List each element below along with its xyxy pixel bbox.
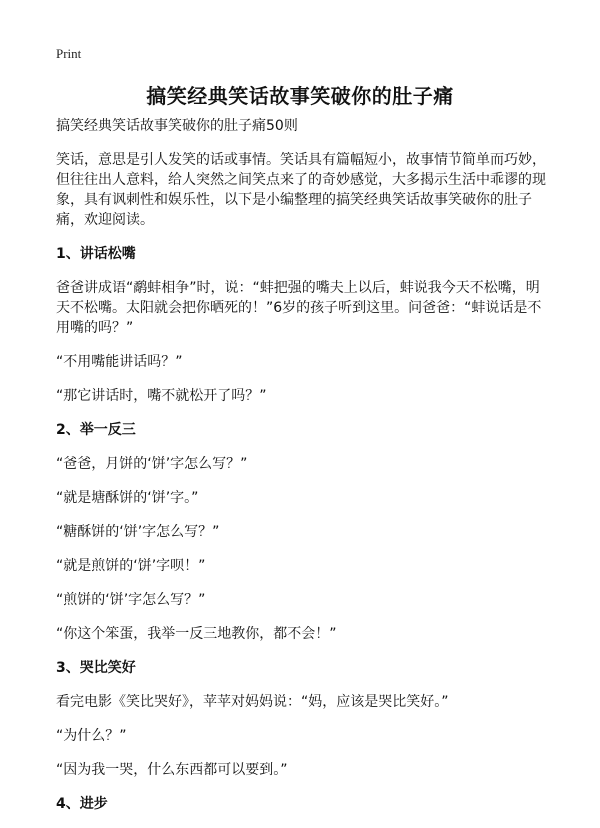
section-paragraph: “就是塘酥饼的‘饼’字。” (56, 490, 199, 506)
page-title: 搞笑经典笑话故事笑破你的肚子痛 (146, 84, 454, 108)
section-heading: 1、讲话松嘴 (56, 246, 136, 262)
section-heading: 4、进步 (56, 796, 108, 812)
section-paragraph: “你这个笨蛋，我举一反三地教你，都不会！” (56, 626, 337, 642)
section-paragraph: “因为我一哭，什么东西都可以要到。” (56, 762, 288, 778)
intro-paragraph: 笑话，意思是引人发笑的话或事情。笑话具有篇幅短小，故事情节简单而巧妙，但往往出人意料，给人突然之间笑点来了的奇妙感觉，大多揭示生活中乖谬的现象，具有讽刺性和娱乐性，以下是小编整理的搞笑经典笑话故事笑破你的肚子痛，欢迎阅读。 (56, 152, 546, 228)
print-label: Print (56, 46, 82, 61)
section-paragraph: “那它讲话时，嘴不就松开了吗？” (56, 388, 267, 404)
section-heading: 3、哭比笑好 (56, 660, 136, 676)
article-subtitle: 搞笑经典笑话故事笑破你的肚子痛50则 (56, 118, 298, 134)
section-paragraph: 看完电影《笑比哭好》，苹苹对妈妈说：“妈，应该是哭比笑好。” (56, 694, 449, 710)
section-paragraph: “爸爸，月饼的‘饼’字怎么写？” (56, 456, 248, 472)
section-paragraph: “糖酥饼的‘饼’字怎么写？” (56, 524, 220, 540)
section-heading: 2、举一反三 (56, 422, 136, 438)
section-paragraph: 爸爸讲成语“鹬蚌相争”时，说：“蚌把强的嘴夫上以后，蚌说我今天不松嘴，明天不松嘴。太阳就会把你晒死的！”6岁的孩子听到这里。问爸爸：“蚌说话是不用嘴的吗？” (56, 280, 542, 336)
section-paragraph: “就是煎饼的‘饼’字呗！” (56, 558, 206, 574)
section-paragraph: “不用嘴能讲话吗？” (56, 354, 183, 370)
section-paragraph: “为什么？” (56, 728, 127, 744)
section-paragraph: “煎饼的‘饼’字怎么写？” (56, 592, 206, 608)
article-body (56, 116, 548, 828)
